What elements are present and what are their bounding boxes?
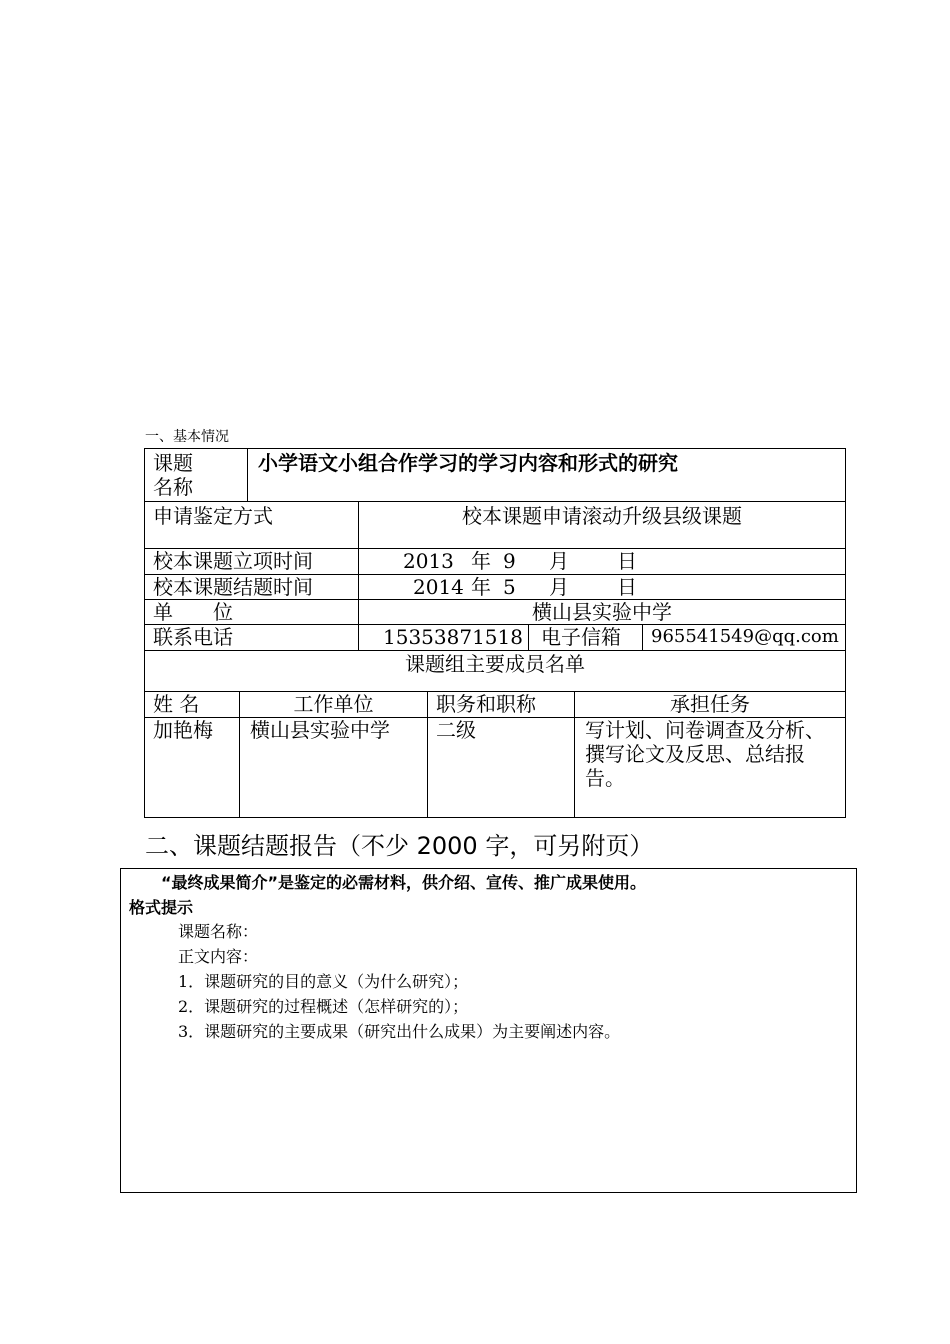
phone-value-text: 15353871518 bbox=[383, 625, 523, 649]
topic-value-text: 小学语文小组合作学习的学习内容和形式的研究 bbox=[258, 451, 678, 475]
row-members-header bbox=[145, 691, 845, 717]
end-time-value bbox=[358, 575, 845, 599]
member-task-line: 撰写论文及反思、总结报 bbox=[585, 742, 805, 766]
topic-value bbox=[247, 449, 845, 501]
header-title: 职务和职称 bbox=[427, 692, 574, 717]
header-task: 承担任务 bbox=[574, 692, 845, 717]
end-time-label: 校本课题结题时间 bbox=[153, 575, 313, 599]
row-contact bbox=[145, 624, 845, 650]
end-month: 5 bbox=[503, 575, 516, 599]
email-label-text: 电子信箱 bbox=[541, 625, 621, 649]
unit-value-text: 横山县实验中学 bbox=[532, 600, 672, 624]
section-title-basic-info: 一、基本情况 bbox=[145, 429, 229, 445]
header-unit: 工作单位 bbox=[239, 692, 427, 717]
appraisal-label: 申请鉴定方式 bbox=[153, 504, 273, 528]
format-line: 2．课题研究的过程概述（怎样研究的）； bbox=[178, 997, 469, 1016]
format-label: 格式提示 bbox=[129, 898, 194, 917]
row-topic bbox=[145, 449, 845, 501]
start-year: 2013 bbox=[403, 549, 454, 573]
start-day-unit: 日 bbox=[617, 549, 637, 573]
end-day-unit: 日 bbox=[617, 575, 637, 599]
member-unit: 横山县实验中学 bbox=[239, 718, 427, 818]
row-appraisal bbox=[145, 501, 845, 548]
member-task-line: 写计划、问卷调查及分析、 bbox=[585, 718, 825, 742]
start-month: 9 bbox=[503, 549, 516, 573]
appraisal-value-text: 校本课题申请滚动升级县级课题 bbox=[462, 504, 742, 528]
email-value bbox=[642, 625, 845, 650]
unit-label: 单 位 bbox=[153, 600, 233, 624]
email-label bbox=[528, 625, 642, 650]
topic-label-line1: 课题 bbox=[153, 451, 193, 475]
topic-label-line2: 名称 bbox=[153, 475, 193, 499]
members-title: 课题组主要成员名单 bbox=[405, 652, 585, 676]
row-start-time bbox=[145, 548, 845, 574]
format-line: 正文内容： bbox=[178, 947, 259, 966]
appraisal-value bbox=[358, 502, 845, 548]
start-year-unit: 年 bbox=[471, 549, 491, 573]
phone-label: 联系电话 bbox=[153, 625, 233, 649]
format-line: 3．课题研究的主要成果（研究出什么成果）为主要阐述内容。 bbox=[178, 1022, 621, 1041]
format-line: 1．课题研究的目的意义（为什么研究）； bbox=[178, 972, 469, 991]
email-value-text: 965541549@qq.com bbox=[651, 626, 839, 647]
phone-value bbox=[358, 625, 528, 650]
end-month-unit: 月 bbox=[549, 575, 569, 599]
member-name: 加艳梅 bbox=[153, 718, 213, 742]
end-year-unit: 年 bbox=[471, 575, 491, 599]
format-line: 课题名称： bbox=[178, 922, 259, 941]
start-time-value bbox=[358, 549, 845, 574]
basic-info-table bbox=[144, 448, 846, 818]
row-members-title bbox=[145, 650, 845, 691]
row-unit bbox=[145, 599, 845, 624]
member-title: 二级 bbox=[427, 718, 574, 818]
member-task-line: 告。 bbox=[585, 766, 625, 790]
report-box bbox=[120, 868, 857, 1193]
start-month-unit: 月 bbox=[549, 549, 569, 573]
unit-value bbox=[358, 600, 845, 624]
row-end-time bbox=[145, 574, 845, 599]
report-intro: “最终成果简介”是鉴定的必需材料，供介绍、宣传、推广成果使用。 bbox=[161, 873, 647, 892]
start-time-label: 校本课题立项时间 bbox=[153, 549, 313, 573]
section-title-report: 二、课题结题报告（不少 2000 字，可另附页） bbox=[145, 832, 654, 860]
table-row bbox=[145, 717, 845, 818]
member-task bbox=[574, 718, 845, 818]
end-year: 2014 bbox=[413, 575, 464, 599]
header-name: 姓 名 bbox=[153, 692, 200, 716]
